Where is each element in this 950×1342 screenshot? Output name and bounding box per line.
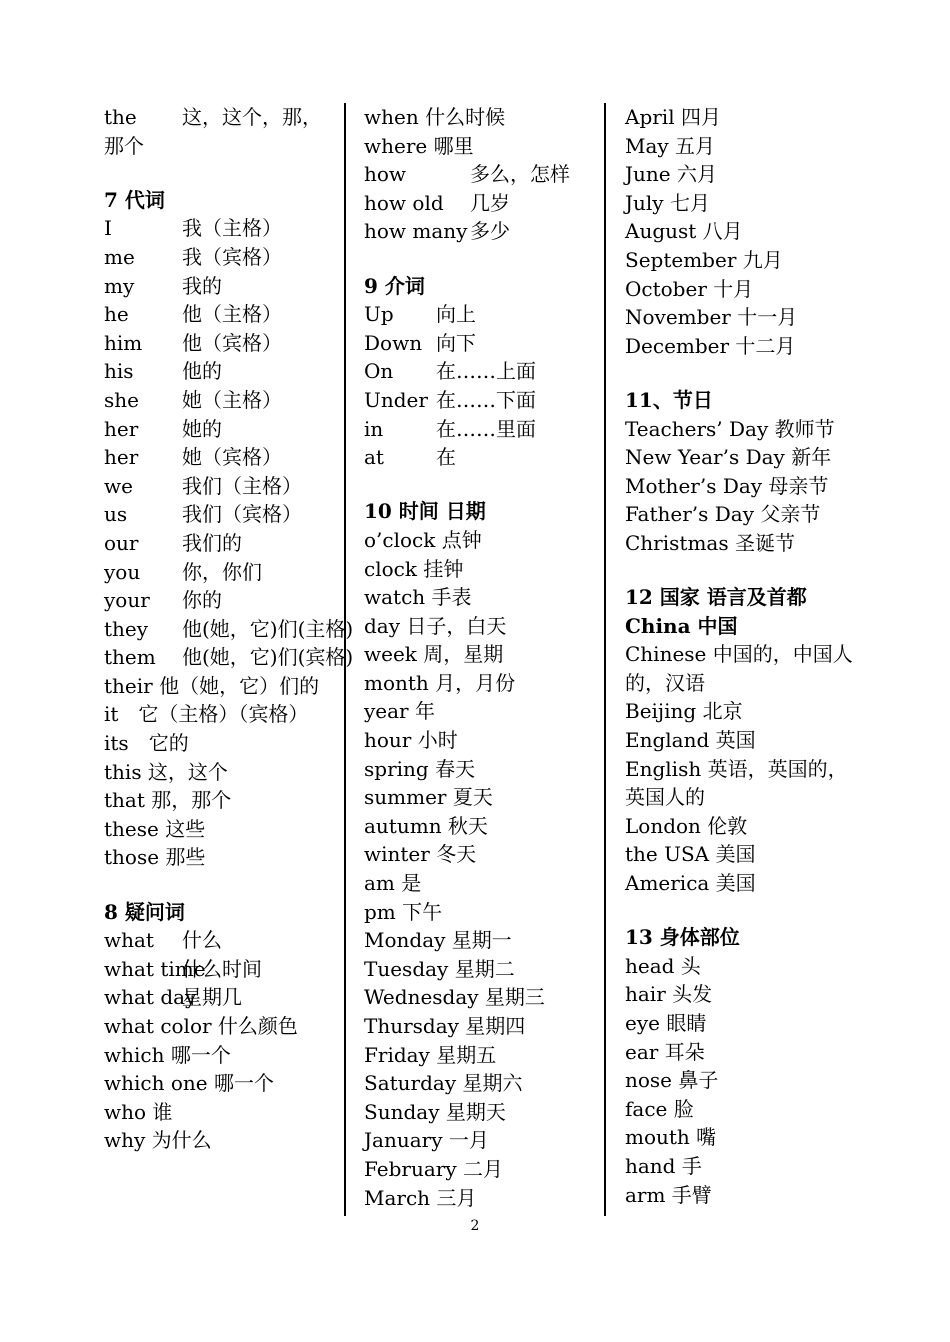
term: Down <box>364 330 423 355</box>
meaning: 你，你们 <box>182 559 262 584</box>
vocab-entry <box>104 357 334 386</box>
section-heading: 12 国家 语言及首都 <box>625 585 807 610</box>
vocab-entry: o’clock 点钟 <box>364 527 482 552</box>
vocab-entry: head 头 <box>625 953 701 978</box>
meaning: 我们的 <box>182 530 242 555</box>
section-subheading: China 中国 <box>625 613 738 638</box>
vocab-entry: eye 眼睛 <box>625 1011 707 1035</box>
vocab-entry: where 哪里 <box>364 133 474 158</box>
vocab-entry: spring 春天 <box>364 756 476 781</box>
vocab-entry <box>364 300 589 329</box>
vocab-entry: Thursday 星期四 <box>364 1014 526 1038</box>
vocab-entry: June 六月 <box>625 162 717 187</box>
vocab-entry: month 月，月份 <box>364 670 516 695</box>
term: Up <box>364 302 394 327</box>
vocab-entry: Teachers’ Day 教师节 <box>625 416 835 441</box>
vocab-entry: year 年 <box>364 699 435 724</box>
vocab-entry: watch 手表 <box>364 585 472 610</box>
vocab-entry: what color 什么颜色 <box>104 1014 298 1038</box>
meaning: 他的 <box>182 359 222 384</box>
term: our <box>104 530 139 555</box>
vocab-entry <box>104 926 334 955</box>
vocab-entry <box>104 243 334 272</box>
vocab-entry: England 英国 <box>625 728 756 753</box>
vocab-entry <box>104 983 334 1012</box>
section-heading: 13 身体部位 <box>625 925 740 950</box>
meaning: 星期几 <box>182 985 242 1010</box>
column-3 <box>625 103 865 1209</box>
vocab-entry: why 为什么 <box>104 1128 212 1153</box>
vocab-entry <box>364 189 589 218</box>
term: what time <box>104 956 206 981</box>
vocab-entry <box>364 160 589 189</box>
meaning: 她的 <box>182 416 222 441</box>
vocab-entry: Beijing 北京 <box>625 699 743 724</box>
term: us <box>104 502 128 527</box>
term: Under <box>364 387 428 412</box>
vocab-entry <box>104 443 334 472</box>
vocab-entry: which one 哪一个 <box>104 1071 274 1096</box>
meaning: 在……里面 <box>436 416 536 441</box>
vocab-entry <box>364 329 589 358</box>
vocab-entry: week 周，星期 <box>364 642 504 667</box>
vocab-entry: which 哪一个 <box>104 1042 231 1067</box>
vocab-entry: August 八月 <box>625 219 743 244</box>
vocab-entry: am 是 <box>364 871 422 896</box>
vocab-entry <box>364 386 589 415</box>
vocab-entry: these 这些 <box>104 816 206 841</box>
term: what <box>104 928 154 953</box>
vocab-entry <box>104 643 354 672</box>
column-1 <box>104 103 354 1155</box>
term: my <box>104 273 135 298</box>
vocab-entry: hair 头发 <box>625 982 713 1007</box>
vocab-entry: ear 耳朵 <box>625 1039 705 1064</box>
meaning: 多么，怎样 <box>470 162 570 187</box>
vocab-entry: New Year’s Day 新年 <box>625 445 832 470</box>
vocab-entry <box>104 472 334 501</box>
term: his <box>104 359 134 384</box>
vocab-entry: hour 小时 <box>364 728 458 753</box>
term: we <box>104 473 133 498</box>
vocab-entry: January 一月 <box>364 1128 489 1153</box>
vocab-entry <box>104 415 334 444</box>
vocab-entry: London 伦敦 <box>625 813 748 838</box>
meaning: 他(她，它)们(宾格) <box>182 645 354 670</box>
vocab-entry: America 美国 <box>625 871 756 896</box>
meaning: 什么时间 <box>182 956 262 981</box>
vocab-entry: that 那，那个 <box>104 788 232 813</box>
vocab-entry: September 九月 <box>625 247 783 272</box>
vocab-entry: Wednesday 星期三 <box>364 985 545 1010</box>
vocab-entry <box>104 386 334 415</box>
meaning: 在……上面 <box>436 359 536 384</box>
term: how many <box>364 219 468 244</box>
column-divider <box>604 103 606 1216</box>
vocab-entry: July 七月 <box>625 190 710 215</box>
vocab-entry: those 那些 <box>104 845 206 870</box>
meaning: 什么 <box>182 928 222 953</box>
vocab-entry <box>104 615 354 644</box>
meaning: 多少 <box>470 219 510 244</box>
vocab-entry: who 谁 <box>104 1099 173 1124</box>
term: the <box>104 105 137 129</box>
page-number: 2 <box>470 1218 480 1234</box>
vocab-entry: hand 手 <box>625 1153 702 1178</box>
meaning: 她（宾格） <box>182 445 282 470</box>
vocab-entry: Saturday 星期六 <box>364 1071 523 1096</box>
term: you <box>104 559 141 584</box>
vocab-entry: Tuesday 星期二 <box>364 956 515 981</box>
vocab-entry <box>104 586 334 615</box>
vocab-entry <box>104 272 334 301</box>
term: him <box>104 330 143 355</box>
vocab-entry: day 日子，白天 <box>364 613 507 638</box>
vocab-entry: May 五月 <box>625 133 716 158</box>
meaning: 在……下面 <box>436 387 536 412</box>
vocab-entry: February 二月 <box>364 1156 504 1181</box>
vocab-entry: Friday 星期五 <box>364 1042 497 1067</box>
meaning: 在 <box>436 445 456 470</box>
meaning: 他（宾格） <box>182 330 282 355</box>
meaning: 她（主格） <box>182 387 282 412</box>
vocab-entry <box>104 500 334 529</box>
term: On <box>364 359 394 384</box>
vocab-entry: nose 鼻子 <box>625 1068 719 1093</box>
vocab-entry: Sunday 星期天 <box>364 1099 506 1124</box>
vocab-entry: December 十二月 <box>625 333 796 358</box>
vocab-entry: English 英语，英国的，英国人的 <box>625 756 848 810</box>
meaning: 我（宾格） <box>182 244 282 269</box>
term: I <box>104 216 112 241</box>
meaning: 向上 <box>436 302 476 327</box>
term: they <box>104 616 149 641</box>
vocab-entry: this 这，这个 <box>104 759 228 784</box>
term: how old <box>364 190 444 215</box>
vocab-entry: face 脸 <box>625 1096 694 1121</box>
term: her <box>104 416 139 441</box>
vocab-entry <box>104 103 334 160</box>
meaning: 他(她，它)们(主格) <box>182 616 354 641</box>
term: at <box>364 445 384 470</box>
vocab-entry: November 十一月 <box>625 305 798 330</box>
column-2 <box>364 103 589 1212</box>
meaning: 几岁 <box>470 190 510 215</box>
vocab-entry: arm 手臂 <box>625 1182 712 1207</box>
section-heading: 9 介词 <box>364 273 425 298</box>
term: what day <box>104 985 197 1010</box>
vocab-entry: Chinese 中国的，中国人的，汉语 <box>625 642 853 695</box>
vocab-entry <box>104 214 334 243</box>
term: them <box>104 645 156 670</box>
term: how <box>364 162 407 187</box>
vocab-entry <box>104 558 334 587</box>
vocab-entry <box>104 300 334 329</box>
vocab-entry <box>364 217 589 246</box>
vocab-entry: pm 下午 <box>364 899 443 924</box>
section-heading: 11、节日 <box>625 387 713 412</box>
term: your <box>104 588 150 613</box>
section-heading: 8 疑问词 <box>104 899 185 924</box>
vocab-entry <box>364 443 589 472</box>
vocab-entry: clock 挂钟 <box>364 556 464 581</box>
term: her <box>104 445 139 470</box>
vocab-entry: its 它的 <box>104 731 189 756</box>
term: me <box>104 244 135 269</box>
vocab-entry: Mother’s Day 母亲节 <box>625 473 829 498</box>
vocab-entry <box>104 529 334 558</box>
vocab-entry: Father’s Day 父亲节 <box>625 502 821 527</box>
meaning: 我的 <box>182 273 222 298</box>
vocab-entry: October 十月 <box>625 276 754 301</box>
vocab-entry: their 他（她，它）们的 <box>104 673 320 698</box>
vocab-entry: autumn 秋天 <box>364 813 488 838</box>
meaning: 我（主格） <box>182 216 282 241</box>
meaning: 这，这个，那，那个 <box>104 105 322 158</box>
term: in <box>364 416 384 441</box>
vocab-entry: Monday 星期一 <box>364 928 512 953</box>
vocab-entry: mouth 嘴 <box>625 1125 717 1150</box>
vocab-entry: April 四月 <box>625 105 721 129</box>
section-heading: 10 时间 日期 <box>364 499 486 524</box>
meaning: 向下 <box>436 330 476 355</box>
term: she <box>104 387 139 412</box>
vocab-entry: March 三月 <box>364 1185 477 1210</box>
vocab-entry <box>364 357 589 386</box>
vocab-entry: the USA 美国 <box>625 842 756 867</box>
vocab-entry <box>104 329 334 358</box>
vocab-entry: when 什么时候 <box>364 105 506 129</box>
section-heading: 7 代词 <box>104 187 165 212</box>
term: he <box>104 302 129 327</box>
meaning: 我们（主格） <box>182 473 302 498</box>
vocab-entry <box>104 955 334 984</box>
vocab-entry: Christmas 圣诞节 <box>625 530 795 555</box>
vocab-entry: it 它（主格）（宾格） <box>104 702 309 727</box>
meaning: 他（主格） <box>182 302 282 327</box>
meaning: 我们（宾格） <box>182 502 302 527</box>
vocab-entry: summer 夏天 <box>364 785 493 810</box>
meaning: 你的 <box>182 588 222 613</box>
vocab-entry <box>364 415 589 444</box>
vocab-entry: winter 冬天 <box>364 842 477 867</box>
